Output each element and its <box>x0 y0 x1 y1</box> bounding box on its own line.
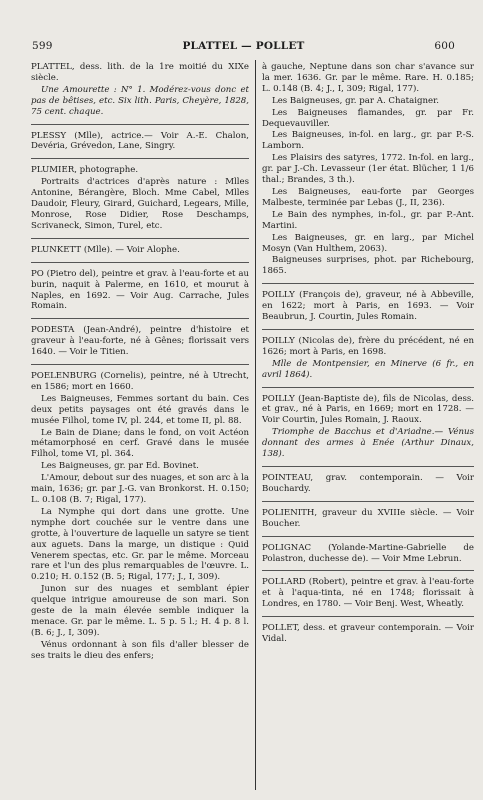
entry-text: Junon sur des nuages et semblant épier quelque intrigue amoureuse de son mari. Son geste de la main élevée semble indiquer la menace. Gr. par le même. L. 5 p. 5 l.; H. 4 p. 8 l. (B. 6; J., I, 309). <box>31 584 249 638</box>
entry-separator <box>262 570 474 571</box>
entry-heading: POLLET, dess. et graveur contemporain. — Voir Vidal. <box>262 623 474 645</box>
entry-heading: POLIENITH, graveur du XVIIIe siècle. — Voir Boucher. <box>262 507 474 529</box>
entry-text: Vénus ordonnant à son fils d'aller blesser de ses traits le dieu des enfers; <box>31 639 249 661</box>
entry-heading: POLIGNAC (Yolande-Martine-Gabrielle de Polastron, duchesse de). — Voir Mme Lebrun. <box>262 542 474 564</box>
entry-plumier <box>31 165 249 231</box>
entry-poilly-francois <box>262 290 474 323</box>
entry-polienith <box>262 508 474 530</box>
column-divider <box>255 60 256 790</box>
entry-separator <box>31 318 249 319</box>
entry-pointeau <box>262 473 474 495</box>
entry-pollard <box>262 577 474 610</box>
entry-poelenburg <box>31 371 249 662</box>
entry-separator <box>31 262 249 263</box>
entry-text: Les Baigneuses, gr. en larg., par Michel Mosyn (Van Hulthem, 2063). <box>262 232 474 254</box>
entry-separator <box>262 466 474 467</box>
entry-text: Mlle de Montpensier, en Minerve (6 fr., en avril 1864). <box>262 358 474 380</box>
entry-text: à gauche, Neptune dans son char s'avance sur la mer. 1636. Gr. par le même. Rare. H. 0.185; L. 0.148 (B. 4; J., I, 309; Rigal, 177). <box>262 62 474 94</box>
entry-separator <box>31 124 249 125</box>
entry-pollet <box>262 623 474 645</box>
entry-heading: POINTEAU, grav. contemporain. — Voir Bouchardy. <box>262 473 474 494</box>
entry-separator <box>262 536 474 537</box>
entry-separator <box>31 158 249 159</box>
entry-plattel <box>31 62 249 118</box>
entry-separator <box>262 387 474 388</box>
page-number-left: 599 <box>32 40 53 52</box>
entry-podesta <box>31 325 249 358</box>
entry-heading: PODESTA (Jean-André), peintre d'histoire et graveur à l'eau-forte, né à Gênes; florissait vers 1640. — Voir le Titien. <box>31 325 249 358</box>
entry-separator <box>262 501 474 502</box>
running-title: PLATTEL — POLLET <box>182 40 305 52</box>
entry-heading: PO (Pietro del), peintre et grav. à l'eau-forte et au burin, naquit à Palerme, en 1610, et mourut à Naples, en 1692. — Voir Aug. Carrache, Jules Romain. <box>31 268 249 312</box>
entry-text: Le Bain de Diane; dans le fond, on voit Actéon métamorphosé en cerf. Gravé dans le musée Filhol, tome VI, pl. 364. <box>31 427 249 460</box>
entry-text: Les Baigneuses, in-fol. en larg., gr. par P.-S. Lamborn. <box>262 130 474 152</box>
entry-heading: PLUNKETT (Mlle). — Voir Alophe. <box>31 244 180 255</box>
entry-text: Les Baigneuses, gr. par Ed. Bovinet. <box>41 461 199 472</box>
entry-separator <box>262 616 474 617</box>
entry-text: Le Bain des nymphes, in-fol., gr. par P.-Ant. Martini. <box>262 209 474 231</box>
entry-heading: POLLARD (Robert), peintre et grav. à l'eau-forte et à l'aqua-tinta, né en 1748; florissait à Londres, en 1780. — Voir Benj. West, Wheatly. <box>262 577 474 610</box>
entry-separator <box>31 238 249 239</box>
entry-heading: PLATTEL, dess. lith. de la 1re moitié du XIXe siècle. <box>31 62 249 83</box>
entry-text: L'Amour, debout sur des nuages, et son arc à la main, 1636; gr. par J.-G. van Bronkorst. H. 0.150; L. 0.108 (B. 7; Rigal, 177). <box>31 473 249 505</box>
right-column <box>262 62 474 792</box>
entry-text: Portraits d'actrices d'après nature : Mlles Antonine, Bérangère, Bloch. Mme Cabel, Mlles Daudoir, Fleury, Girard, Guichard, Legears, Mille, Monrose, Rose Didier, Rose Deschamps, Scrivaneck, Simon, Turel, etc. <box>31 177 249 231</box>
entry-heading: POELENBURG (Cornelis), peintre, né à Utrecht, en 1586; mort en 1660. <box>31 371 249 392</box>
entry-heading: PLESSY (Mlle), actrice.— Voir A.-E. Chalon, Devéria, Grévedon, Lane, Singry. <box>31 130 249 152</box>
entry-po <box>31 269 249 313</box>
entry-heading: PLUMIER, photographe. <box>31 165 139 176</box>
left-column <box>31 62 249 792</box>
entry-polignac <box>262 543 474 565</box>
entry-text: Les Plaisirs des satyres, 1772. In-fol. en larg., gr. par J.-Ch. Levasseur (1er état. Blücher, 1 1/6 thal.; Brandes, 3 th.). <box>262 153 474 186</box>
entry-separator <box>262 283 474 284</box>
entry-heading: POILLY (Jean-Baptiste de), fils de Nicolas, dess. et grav., né à Paris, en 1669; mort en 1728. — Voir Courtin, Jules Romain, J. Raoux. <box>262 393 474 426</box>
entry-plessy <box>31 131 249 153</box>
entry-poilly-jean-baptiste <box>262 394 474 460</box>
entry-poelenburg-continued <box>262 62 474 277</box>
entry-text: Baigneuses surprises, phot. par Richebourg, 1865. <box>262 255 474 277</box>
entry-text: Les Baigneuses, eau-forte par Georges Malbeste, terminée par Lebas (J., II, 236). <box>262 186 474 208</box>
entry-text: Les Baigneuses, Femmes sortant du bain. Ces deux petits paysages ont été gravés dans le musée Filhol, tome IV, pl. 244, et tome II, pl. 88. <box>31 393 249 426</box>
entry-text: Une Amourette : N° 1. Modérez-vous donc et pas de bêtises, etc. Six lith. Paris, Cheyère, 1828, 75 cent. chaque. <box>31 84 249 117</box>
entry-separator <box>262 329 474 330</box>
entry-text: Les Baigneuses, gr. par A. Chataigner. <box>272 95 439 106</box>
page-number-right: 600 <box>434 40 455 52</box>
entry-plunkett <box>31 245 249 256</box>
entry-heading: POILLY (Nicolas de), frère du précédent, né en 1626; mort à Paris, en 1698. <box>262 335 474 357</box>
page-header <box>32 40 455 54</box>
entry-heading: POILLY (François de), graveur, né à Abbeville, en 1622; mort à Paris, en 1693. — Voir Beaubrun, J. Courtin, Jules Romain. <box>262 290 474 323</box>
entry-poilly-nicolas <box>262 336 474 381</box>
entry-separator <box>31 364 249 365</box>
entry-text: La Nymphe qui dort dans une grotte. Une nymphe dort couchée sur le ventre dans une grotte, à l'ouverture de laquelle un satyre se tient aux aguets. Dans la marge, un distique : Quid Venerem spectas, etc. Gr. par le même. Morceau rare et l'un des plus remarquables de l'œuvre. L. 0.210; H. 0.152 (B. 5; Rigal, 177; J., I, 309). <box>31 506 249 583</box>
entry-text: Triomphe de Bacchus et d'Ariadne.— Vénus donnant des armes à Enée (Arthur Dinaux, 138). <box>262 427 474 460</box>
entry-text: Les Baigneuses flamandes, gr. par Fr. Dequevauviller. <box>262 107 474 129</box>
